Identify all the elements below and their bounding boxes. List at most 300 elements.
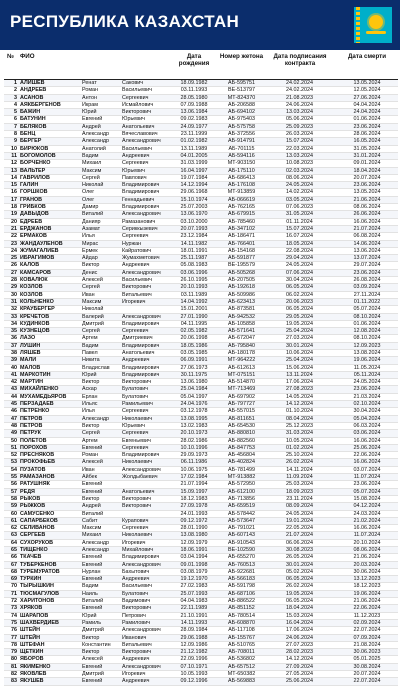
- cell-number: 47: [11, 415, 17, 422]
- cell-death-date: 05.11.2024: [353, 371, 381, 378]
- cell-token-number: АБ-514870: [228, 379, 255, 386]
- table-row: [4, 459, 398, 466]
- cell-number: 24: [11, 247, 17, 254]
- cell-given-name: Антон: [82, 94, 97, 101]
- cell-token-number: АБ-797727: [228, 401, 255, 408]
- cell-contract-date: 14.02.2024: [286, 189, 313, 196]
- cell-given-name: Денис: [82, 269, 98, 276]
- cell-birth-date: 29.06.1988: [180, 634, 208, 641]
- cell-death-date: 23.06.2024: [353, 386, 381, 393]
- cell-birth-date: 12.09.1986: [180, 641, 208, 648]
- cell-patronymic: Александрович: [122, 313, 161, 320]
- table-row: [4, 583, 398, 590]
- cell-patronymic: Васильевич: [122, 277, 152, 284]
- cell-patronymic: Игоревич: [122, 671, 146, 678]
- cell-token-number: АБ-186471: [228, 233, 255, 240]
- cell-number: 50: [11, 437, 17, 444]
- table-row: [4, 386, 398, 393]
- cell-birth-date: 05.08.1983: [180, 262, 208, 269]
- cell-token-number: АБ-910543: [228, 539, 255, 546]
- cell-contract-date: 27.09.2024: [286, 663, 313, 670]
- cell-contract-date: 25.10.2024: [286, 452, 313, 459]
- table-row: [4, 226, 398, 233]
- cell-given-name: Ермек: [82, 247, 98, 254]
- cell-death-date: 13.05.2024: [353, 189, 381, 196]
- cell-token-number: АБ-510765: [228, 641, 255, 648]
- cell-surname: БИРЮКОВ: [20, 145, 49, 152]
- cell-surname: ТЫРЫШКИН: [20, 583, 54, 590]
- cell-death-date: 16.05.2024: [353, 138, 381, 145]
- cell-death-date: 24.03.2024: [353, 510, 381, 517]
- cell-number: 31: [11, 298, 17, 305]
- cell-patronymic: Витальевич: [122, 291, 152, 298]
- table-row: [4, 467, 398, 474]
- table-row: [4, 649, 398, 656]
- table-row: [4, 540, 398, 547]
- cell-surname: ЛЯШЕВ: [20, 349, 41, 356]
- cell-contract-date: 24.06.2024: [286, 634, 313, 641]
- cell-contract-date: 25.04.2024: [286, 357, 313, 364]
- cell-surname: ХАРИТОНОВ: [20, 598, 55, 605]
- cell-contract-date: 22.03.2024: [286, 145, 313, 152]
- cell-number: 49: [11, 430, 17, 437]
- cell-patronymic: Сергеевич: [122, 160, 149, 167]
- cell-contract-date: 13.11.2024: [286, 371, 313, 378]
- table-row: [4, 642, 398, 649]
- cell-contract-date: 13.03.2024: [286, 109, 313, 116]
- cell-number: 67: [11, 561, 17, 568]
- cell-contract-date: 10.05.2024: [286, 437, 313, 444]
- cell-birth-date: 15.10.1974: [180, 196, 208, 203]
- cell-number: 12: [11, 160, 17, 167]
- cell-number: 45: [11, 401, 17, 408]
- table-row: [4, 95, 398, 102]
- table-row: [4, 372, 398, 379]
- cell-contract-date: 14.11.2024: [286, 466, 313, 473]
- cell-number: 5: [14, 109, 17, 116]
- cell-birth-date: 03.12.1978: [180, 408, 208, 415]
- cell-given-name: Олег: [82, 196, 95, 203]
- cell-surname: СУХОРУКОВ: [20, 539, 54, 546]
- cell-patronymic: Анатольевич: [122, 123, 155, 130]
- cell-death-date: 30.08.2024: [353, 663, 381, 670]
- cell-number: 62: [11, 525, 17, 532]
- cell-token-number: АБ-566183: [228, 576, 255, 583]
- cell-token-number: АБ-607143: [228, 532, 255, 539]
- cell-contract-date: 15.06.2024: [286, 364, 313, 371]
- cell-death-date: 06.08.2024: [353, 233, 381, 240]
- cell-patronymic: Викторович: [122, 649, 152, 656]
- cell-surname: МАРТИН: [20, 379, 43, 386]
- cell-patronymic: Исмайлович: [122, 101, 154, 108]
- table-row: [4, 87, 398, 94]
- cell-surname: ПЕРЗАДАЕВ: [20, 401, 54, 408]
- cell-number: 41: [11, 371, 17, 378]
- cell-death-date: 23.06.2024: [353, 123, 381, 130]
- cell-patronymic: Бахытович: [122, 568, 150, 575]
- cell-death-date: 13.08.2024: [353, 349, 381, 356]
- cell-token-number: АБ-708011: [228, 649, 255, 656]
- cell-token-number: АБ-697902: [228, 393, 255, 400]
- cell-death-date: 18.04.2024: [353, 167, 381, 174]
- cell-death-date: 27.11.2024: [353, 291, 381, 298]
- cell-death-date: 12.08.2024: [353, 328, 381, 335]
- cell-birth-date: 09.12.1972: [180, 517, 208, 524]
- cell-patronymic: Владимирович: [122, 189, 160, 196]
- cell-surname: БЕРГЕР: [20, 138, 42, 145]
- table-row: [4, 547, 398, 554]
- cell-number: 72: [11, 598, 17, 605]
- cell-surname: ГОРШКОВ: [20, 189, 48, 196]
- cell-patronymic: Жолдыбаевич: [122, 474, 158, 481]
- cell-token-number: ВЕ-195579: [228, 262, 255, 269]
- title-banner: [0, 0, 400, 50]
- cell-token-number: АБ-701115: [228, 145, 255, 152]
- cell-given-name: Виктор: [82, 379, 100, 386]
- table-row: [4, 481, 398, 488]
- cell-patronymic: Владимирович: [122, 182, 160, 189]
- cell-surname: ГАВРИЛОВ: [20, 174, 50, 181]
- cell-given-name: Сабит: [82, 517, 98, 524]
- cell-number: 33: [11, 313, 17, 320]
- cell-contract-date: 27.05.2024: [286, 671, 313, 678]
- header-number: №: [7, 53, 14, 60]
- cell-given-name: Иван: [82, 291, 95, 298]
- cell-patronymic: Викторович: [122, 379, 152, 386]
- cell-given-name: Виктор: [82, 649, 100, 656]
- cell-death-date: 29.07.2024: [353, 262, 381, 269]
- cell-number: 52: [11, 452, 17, 459]
- cell-patronymic: Игоревич: [122, 539, 146, 546]
- cell-death-date: 05.04.2024: [353, 415, 381, 422]
- cell-patronymic: Андреевич: [122, 656, 150, 663]
- page-title: РЕСПУБЛИКА КАЗАХСТАН: [10, 12, 240, 31]
- cell-patronymic: Жумахметович: [122, 255, 160, 262]
- cell-given-name: Евгений: [82, 561, 103, 568]
- cell-number: 44: [11, 393, 17, 400]
- cell-given-name: Данияр: [82, 218, 101, 225]
- cell-patronymic: Сергеевич: [122, 525, 149, 532]
- cell-birth-date: 20.07.1993: [180, 225, 208, 232]
- cell-contract-date: 27.08.2023: [286, 386, 313, 393]
- table-row: [4, 146, 398, 153]
- cell-token-number: АБ-180178: [228, 349, 255, 356]
- cell-token-number: АБ-155767: [228, 634, 255, 641]
- cell-token-number: АБ-795840: [228, 342, 255, 349]
- cell-death-date: 02.09.2024: [353, 619, 381, 626]
- cell-given-name: Сергей: [82, 174, 100, 181]
- cell-death-date: 21.07.2024: [353, 225, 381, 232]
- cell-given-name: Николай: [82, 182, 104, 189]
- cell-surname: ЯКИМЕНКО: [20, 663, 51, 670]
- cell-death-date: 03.06.2024: [353, 430, 381, 437]
- cell-surname: МАЛОВ: [20, 364, 41, 371]
- cell-contract-date: 24.02.2024: [286, 80, 313, 86]
- cell-contract-date: 19.05.2024: [286, 320, 313, 327]
- cell-patronymic: Николаевич: [122, 415, 153, 422]
- cell-token-number: АБ-066619: [228, 196, 255, 203]
- cell-surname: ПУЗАТОВ: [20, 466, 46, 473]
- cell-given-name: Евгений: [82, 481, 103, 488]
- table-row: [4, 423, 398, 430]
- cell-death-date: 11.07.2024: [353, 474, 381, 481]
- table-row: [4, 357, 398, 364]
- table-row: [4, 321, 398, 328]
- cell-death-date: 08.10.2024: [353, 313, 381, 320]
- cell-surname: БОГОМОЛОВ: [20, 152, 56, 159]
- cell-patronymic: Николаевич: [122, 532, 153, 539]
- cell-surname: СЕЛИВАНОВ: [20, 525, 55, 532]
- cell-contract-date: 06.05.2024: [286, 306, 313, 313]
- cell-given-name: Александр: [82, 547, 109, 553]
- cell-token-number: МТ-964222: [227, 357, 256, 364]
- cell-death-date: 21.06.2024: [353, 598, 381, 605]
- cell-token-number: АБ-791021: [228, 525, 255, 532]
- cell-contract-date: 24.05.2024: [286, 182, 313, 189]
- cell-contract-date: 06.05.2024: [286, 576, 313, 583]
- cell-token-number: АБ-672047: [228, 335, 255, 342]
- cell-token-number: АБ-402824: [228, 459, 255, 466]
- cell-contract-date: 21.08.2023: [286, 94, 313, 101]
- cell-patronymic: Петрович: [122, 612, 146, 619]
- cell-birth-date: 21.10.1991: [180, 612, 208, 619]
- table-row: [4, 379, 398, 386]
- cell-birth-date: 18.05.1986: [180, 342, 208, 349]
- cell-number: 13: [11, 167, 17, 174]
- cell-given-name: Рамиль: [82, 619, 102, 626]
- cell-patronymic: Андреевич: [122, 152, 150, 159]
- cell-token-number: АБ-612100: [228, 488, 255, 495]
- table-row: [4, 343, 398, 350]
- cell-token-number: АБ-612613: [228, 364, 255, 371]
- table-row: [4, 350, 398, 357]
- cell-patronymic: Булатович: [122, 393, 149, 400]
- cell-given-name: Владислав: [82, 364, 110, 371]
- cell-patronymic: Нуржан: [122, 240, 142, 247]
- cell-birth-date: 03.11.1993: [180, 87, 208, 94]
- cell-given-name: Илья: [82, 233, 95, 240]
- cell-token-number: АБ-175110: [228, 167, 255, 174]
- cell-patronymic: Владимирович: [122, 320, 160, 327]
- cell-surname: ПЕТРОВ: [20, 415, 43, 422]
- cell-contract-date: 20.06.2023: [286, 298, 313, 305]
- cell-death-date: 14.06.2024: [353, 240, 381, 247]
- cell-contract-date: 01.02.2024: [286, 444, 313, 451]
- cell-surname: ШТЕФАН: [20, 641, 45, 648]
- cell-surname: МАЛИ: [20, 357, 37, 364]
- cell-number: 61: [11, 517, 17, 524]
- table-row: [4, 401, 398, 408]
- cell-birth-date: 19.07.1984: [180, 174, 208, 181]
- cell-birth-date: 09.12.1996: [180, 678, 208, 685]
- cell-birth-date: 25.11.1987: [180, 255, 208, 262]
- cell-patronymic: Александрович: [122, 663, 161, 670]
- cell-number: 30: [11, 291, 17, 298]
- cell-token-number: АБ-569883: [228, 678, 255, 685]
- cell-number: 34: [11, 320, 17, 327]
- cell-birth-date: 01.02.1982: [180, 138, 208, 145]
- cell-death-date: 19.06.2024: [353, 357, 381, 364]
- cell-given-name: Евгений: [82, 678, 103, 685]
- cell-contract-date: 25.04.2024: [286, 328, 313, 335]
- cell-contract-date: 15.03.2024: [286, 612, 313, 619]
- cell-number: 3: [14, 94, 17, 101]
- cell-token-number: АБ-608870: [228, 619, 255, 626]
- cell-given-name: Юрий: [82, 109, 97, 116]
- cell-given-name: Роман: [82, 87, 99, 94]
- cell-patronymic: Витальевич: [122, 641, 152, 648]
- table-row: [4, 277, 398, 284]
- cell-death-date: 21.06.2024: [353, 554, 381, 561]
- cell-patronymic: Владимирович: [122, 204, 160, 211]
- cell-number: 16: [11, 189, 17, 196]
- cell-death-date: 04.12.2024: [353, 503, 381, 510]
- cell-token-number: АБ-176108: [228, 182, 255, 189]
- table-row: [4, 328, 398, 335]
- cell-contract-date: 19.01.2024: [286, 517, 313, 524]
- cell-patronymic: Павлович: [122, 174, 147, 181]
- cell-contract-date: 26.02.2024: [286, 583, 313, 590]
- cell-surname: ЕРМАКОВ: [20, 233, 47, 240]
- cell-given-name: Сергей: [82, 284, 100, 291]
- cell-token-number: АБ-760513: [228, 561, 255, 568]
- table-row: [4, 233, 398, 240]
- cell-number: 2: [14, 87, 17, 94]
- table-row: [4, 671, 398, 678]
- cell-birth-date: 13.02.1983: [180, 422, 208, 429]
- cell-death-date: 24.05.2024: [353, 379, 381, 386]
- cell-token-number: МТ-913859: [227, 189, 256, 196]
- table-row: [4, 591, 398, 598]
- cell-surname: ГРАНОВ: [20, 196, 43, 203]
- cell-contract-date: 23.11.2024: [286, 495, 313, 502]
- cell-given-name: Вадим: [82, 152, 99, 159]
- cell-given-name: Мирас: [82, 240, 99, 247]
- cell-number: 51: [11, 444, 17, 451]
- cell-token-number: МТ-713469: [227, 386, 256, 393]
- cell-surname: СЕРГЕЕВ: [20, 532, 46, 539]
- cell-given-name: Вадим: [82, 583, 99, 590]
- cell-given-name: Виталий: [82, 510, 104, 517]
- cell-given-name: Азамат: [82, 225, 101, 232]
- cell-token-number: АБ-575758: [228, 123, 255, 130]
- cell-death-date: 30.06.2023: [353, 649, 381, 656]
- cell-patronymic: Владимирович: [122, 554, 160, 561]
- cell-surname: КАМСАРОВ: [20, 269, 51, 276]
- cell-surname: ХРЯКОВ: [20, 605, 43, 612]
- cell-surname: ИБРАГИМОВ: [20, 255, 55, 262]
- cell-number: 39: [11, 357, 17, 364]
- cell-death-date: 25.06.2024: [353, 444, 381, 451]
- cell-death-date: 20.03.2024: [353, 561, 381, 568]
- cell-given-name: Анатолий: [82, 145, 106, 152]
- cell-surname: ШТЕЙН: [20, 627, 41, 634]
- cell-surname: АСАНОВ: [20, 94, 44, 101]
- cell-given-name: Илья: [82, 408, 95, 415]
- kazakhstan-flag-icon: [354, 7, 392, 43]
- cell-birth-date: 27.02.1983: [180, 583, 208, 590]
- table-body: [4, 80, 398, 686]
- casualty-table: [4, 53, 398, 686]
- cell-token-number: АБ-694102: [228, 109, 255, 116]
- table-row: [4, 613, 398, 620]
- cell-number: 25: [11, 255, 17, 262]
- table-row: [4, 153, 398, 160]
- cell-surname: ЖУМАГАЛИЕВ: [20, 247, 59, 254]
- cell-birth-date: 29.06.1968: [180, 189, 208, 196]
- cell-token-number: АБ-573647: [228, 517, 255, 524]
- cell-number: 53: [11, 459, 17, 466]
- cell-patronymic: Андреевич: [122, 576, 150, 583]
- cell-contract-date: 08.09.2024: [286, 503, 313, 510]
- cell-birth-date: 13.08.1995: [180, 415, 208, 422]
- cell-number: 10: [11, 145, 17, 152]
- cell-token-number: АБ-105858: [228, 320, 255, 327]
- cell-birth-date: 09.01.1998: [180, 561, 208, 568]
- cell-given-name: Виктор: [82, 422, 100, 429]
- cell-birth-date: 25.04.1984: [180, 386, 208, 393]
- cell-number: 75: [11, 619, 17, 626]
- cell-death-date: 19.06.2024: [353, 590, 381, 597]
- cell-number: 82: [11, 671, 17, 678]
- cell-death-date: 11.05.2024: [353, 364, 381, 371]
- cell-birth-date: 13.11.1989: [180, 145, 208, 152]
- cell-patronymic: Сергеевич: [122, 444, 149, 451]
- cell-token-number: АБ-572950: [228, 481, 255, 488]
- cell-given-name: Иван: [82, 466, 95, 473]
- cell-number: 8: [14, 131, 17, 138]
- cell-contract-date: 21.07.2024: [286, 532, 313, 539]
- cell-contract-date: 14.05.2024: [286, 393, 313, 400]
- cell-token-number: АБ-591877: [228, 255, 255, 262]
- cell-surname: ПОРОХОВ: [20, 444, 48, 451]
- cell-number: 57: [11, 488, 17, 495]
- cell-token-number: АБ-591798: [228, 583, 255, 590]
- table-row: [4, 189, 398, 196]
- cell-birth-date: 13.06.1970: [180, 211, 208, 218]
- cell-number: 19: [11, 211, 17, 218]
- cell-number: 14: [11, 174, 17, 181]
- cell-number: 74: [11, 612, 17, 619]
- cell-number: 11: [11, 152, 17, 159]
- cell-contract-date: 26.03.2024: [286, 131, 313, 138]
- cell-surname: КАЛОВ: [20, 262, 40, 269]
- cell-token-number: АБ-785460: [228, 218, 255, 225]
- cell-patronymic: Геннадьевич: [122, 196, 155, 203]
- cell-token-number: АБ-509986: [228, 291, 255, 298]
- cell-death-date: 01.11.2022: [353, 298, 381, 305]
- table-row: [4, 496, 398, 503]
- cell-given-name: Юрий: [82, 612, 97, 619]
- cell-patronymic: Юрьевич: [122, 167, 145, 174]
- cell-patronymic: Владимирович: [122, 452, 160, 459]
- table-row: [4, 262, 398, 269]
- cell-number: 27: [11, 269, 17, 276]
- cell-contract-date: 11.09.2024: [286, 474, 313, 481]
- cell-given-name: Виктор: [82, 495, 100, 502]
- cell-death-date: 12.09.2023: [353, 342, 381, 349]
- cell-token-number: АБ-922681: [228, 568, 255, 575]
- cell-birth-date: 15.01.2001: [180, 306, 208, 313]
- cell-birth-date: 03.08.1979: [180, 568, 208, 575]
- cell-surname: САПАРБЕКОВ: [20, 517, 58, 524]
- cell-given-name: Наиль: [82, 590, 98, 597]
- cell-patronymic: Андреевич: [122, 357, 150, 364]
- cell-surname: ЛУШИН: [20, 342, 41, 349]
- cell-birth-date: 23.12.1984: [180, 233, 208, 240]
- cell-number: 48: [11, 422, 17, 429]
- cell-number: 65: [11, 547, 17, 553]
